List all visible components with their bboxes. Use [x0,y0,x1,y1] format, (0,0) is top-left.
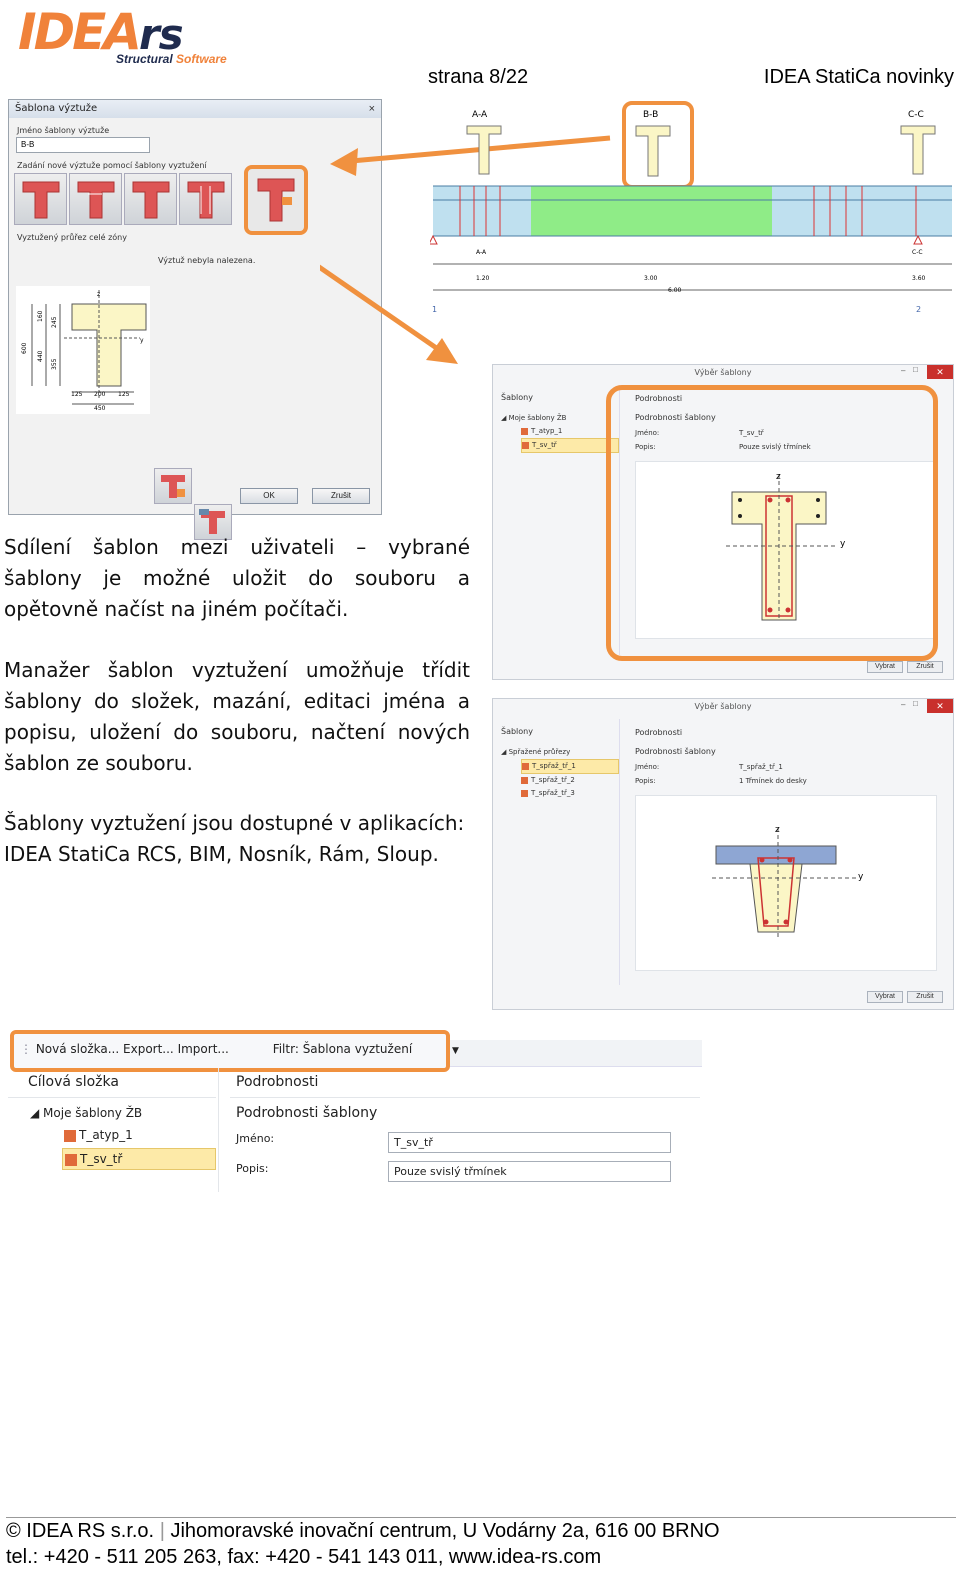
dim-160: 160 [37,310,44,322]
label-cc: C-C [912,249,923,256]
node-1: 1 [432,305,438,314]
dim-3-00: 3.00 [644,275,658,282]
minimize-icon[interactable]: – [901,700,906,709]
template-button-selected[interactable] [244,165,308,235]
section-aa-icon [465,122,505,178]
logo-tagline-1: Structural [116,52,173,66]
template-name-label: Jméno šablony výztuže [17,126,110,135]
footer-contacts: tel.: +420 - 511 205 263, fax: +420 - 541 143 011, www.idea-rs.com [6,1546,602,1568]
document-title: IDEA StatiCa novinky [763,66,954,88]
toolbar-extension [446,1040,702,1067]
template-icon [521,428,528,435]
grip-icon: ⋮ [20,1042,36,1056]
details-highlight [606,385,938,661]
tree-item-label: T_spřaž_tř_3 [531,789,575,797]
details-subheader: Podrobnosti šablony [635,747,716,756]
header-divider-right [230,1097,700,1098]
details-header: Podrobnosti [635,728,683,737]
dim-200: 200 [94,391,106,398]
template-icon [521,777,528,784]
tree-item-label: T_spřaž_tř_2 [531,776,575,784]
node-2: 2 [916,305,922,314]
tree-folder[interactable]: ◢ Spřažené průřezy [501,748,571,756]
folder-label: Moje šablony ŽB [43,1106,143,1120]
zone-label: Vyztužený průřez celé zóny [17,233,127,242]
section-cc-icon [899,122,939,178]
desc-label: Popis: [635,777,656,785]
section-bb-label: B-B [643,110,659,120]
export-button[interactable]: Export... [123,1042,174,1056]
paragraph-sharing: Sdílení šablon mezi uživateli – vybrané šablony je možné uložit do souboru a opětovně načíst na jiném počítači. [4,535,470,621]
maximize-icon[interactable]: □ [913,699,918,708]
tree-item-label: T_atyp_1 [531,427,563,435]
desc-label: Popis: [635,443,656,451]
template-icon [522,763,529,770]
tree-item[interactable] [521,425,619,438]
dim-450: 450 [94,405,106,412]
template-button-1[interactable] [14,173,67,225]
tree-item-selected[interactable] [521,759,619,774]
templates-panel [501,385,620,655]
close-icon[interactable]: × [368,103,375,115]
section-aa-label: A-A [472,110,488,120]
dim-6-00: 6.00 [668,287,682,294]
select-button[interactable]: Vybrat [867,661,903,673]
template-button-2[interactable] [69,173,122,225]
dim-440: 440 [37,350,44,362]
details-subheader: Podrobnosti šablony [635,413,716,422]
template-button-3[interactable] [124,173,177,225]
template-name-input[interactable]: B-B [16,137,150,153]
cancel-button[interactable]: Zrušit [907,661,943,673]
tree-item[interactable] [64,1128,133,1142]
template-buttons-row [14,173,308,225]
folder-label: Spřažené průřezy [508,748,571,756]
cancel-button[interactable]: Zrušit [907,991,943,1003]
tree-item[interactable] [521,774,619,787]
paragraph-availability: Šablony vyztužení jsou dostupné v aplikacích: IDEA StatiCa RCS, BIM, Nosník, Rám, Sloup. [4,811,465,866]
dim-125-left: 125 [71,391,83,398]
template-icon [65,1154,77,1166]
axis-z: z [776,472,781,482]
footer-address: Jihomoravské inovační centrum, U Vodárny 2a, 616 00 BRNO [170,1520,720,1542]
tree-item[interactable] [521,787,619,800]
new-folder-button[interactable]: Nová složka... [35,1042,120,1056]
tree-folder[interactable]: ◢ Moje šablony ŽB [30,1106,143,1120]
close-icon[interactable]: ✕ [927,699,953,713]
folder-label: Moje šablony ŽB [508,414,567,422]
templates-header: Šablony [501,393,533,402]
tree-folder[interactable]: ◢ Moje šablony ŽB [501,414,567,422]
maximize-icon[interactable]: □ [913,365,918,374]
label-aa: A-A [476,249,487,256]
details-subheader: Podrobnosti šablony [236,1105,378,1121]
dim-3-60: 3.60 [912,275,926,282]
target-folder-header: Cílová složka [28,1074,119,1090]
footer-separator: | [159,1520,165,1542]
toolbar-content [20,1042,459,1056]
minimize-icon[interactable]: – [901,366,906,375]
template-icon [522,442,529,449]
cancel-button[interactable]: Zrušit [312,488,370,504]
axis-z: z [775,825,780,835]
tree-item-label: T_spřaž_tř_1 [532,762,576,770]
tree-item-selected[interactable] [521,438,619,453]
name-label: Jméno: [635,429,660,437]
desc-value: Pouze svislý třmínek [739,443,811,451]
template-button-4[interactable] [179,173,232,225]
select-button[interactable]: Vybrat [867,991,903,1003]
desc-field[interactable]: Pouze svislý třmínek [388,1161,671,1182]
tree-item-label: T_sv_tř [532,441,557,449]
name-label: Jméno: [635,763,660,771]
dim-245: 245 [51,316,58,328]
name-value: T_sv_tř [739,429,764,437]
dialog-title: Výběr šablony [694,368,752,377]
page-number: strana 8/22 [428,66,529,88]
template-icon [521,790,528,797]
axis-z: z [97,291,101,298]
dim-1-20: 1.20 [476,275,490,282]
composite-section-preview [712,822,872,940]
name-label: Jméno: [236,1132,275,1145]
import-button[interactable]: Import... [177,1042,229,1056]
dim-355: 355 [51,358,58,370]
axis-y: y [140,337,144,344]
logo-rs: rs [138,10,183,59]
close-icon[interactable]: ✕ [927,365,953,379]
paragraph-manager: Manažer šablon vyztužení umožňuje třídit šablony do složek, mazání, editaci jména a popisu, uložení do souboru, načtení nových šablon ze souboru. [4,658,470,775]
desc-value: 1 Třmínek do desky [739,777,807,785]
dim-125-right: 125 [118,391,130,398]
header-divider-left [8,1097,216,1098]
templates-panel [501,719,620,985]
template-icon [64,1130,76,1142]
name-field[interactable]: T_sv_tř [388,1132,671,1153]
section-cc-label: C-C [908,110,924,120]
logo-tagline-2: Software [176,52,227,66]
footer-divider [6,1517,956,1518]
tree-item-selected[interactable] [62,1148,216,1170]
t-section-drawing [16,286,150,414]
name-value: T_spřaž_tř_1 [739,763,783,771]
filter-label: Filtr: [272,1042,299,1056]
filter-select[interactable]: Šablona vyztužení [302,1042,413,1056]
logo-idea: IDEA [18,3,139,61]
manager-toolbar [10,1030,459,1072]
dialog-title: Šablona výztuže [9,100,381,118]
desc-label: Popis: [236,1162,269,1175]
section-bb-icon [634,124,674,178]
dim-600: 600 [21,342,28,354]
new-reinforcement-label: Zadání nové výztuže pomocí šablony vyztužení [17,161,207,170]
details-header: Podrobnosti [635,394,683,403]
not-found-message: Výztuž nebyla nalezena. [158,256,256,265]
ok-button[interactable]: OK [240,488,298,504]
tree-item-label: T_atyp_1 [79,1128,133,1142]
panel-divider [218,1068,219,1192]
save-template-button[interactable] [154,468,192,504]
details-header: Podrobnosti [236,1074,319,1090]
axis-y: y [840,539,846,549]
tree-item-label: T_sv_tř [80,1152,123,1166]
templates-header: Šablony [501,727,533,736]
axis-y: y [858,872,864,882]
footer-company: © IDEA RS s.r.o. [6,1520,155,1542]
footer-line-1 [6,1520,720,1543]
beam-diagram [430,184,956,318]
logo-tagline [116,52,227,66]
chevron-down-icon[interactable]: ▼ [452,1046,459,1056]
dialog-title: Výběr šablony [694,702,752,711]
